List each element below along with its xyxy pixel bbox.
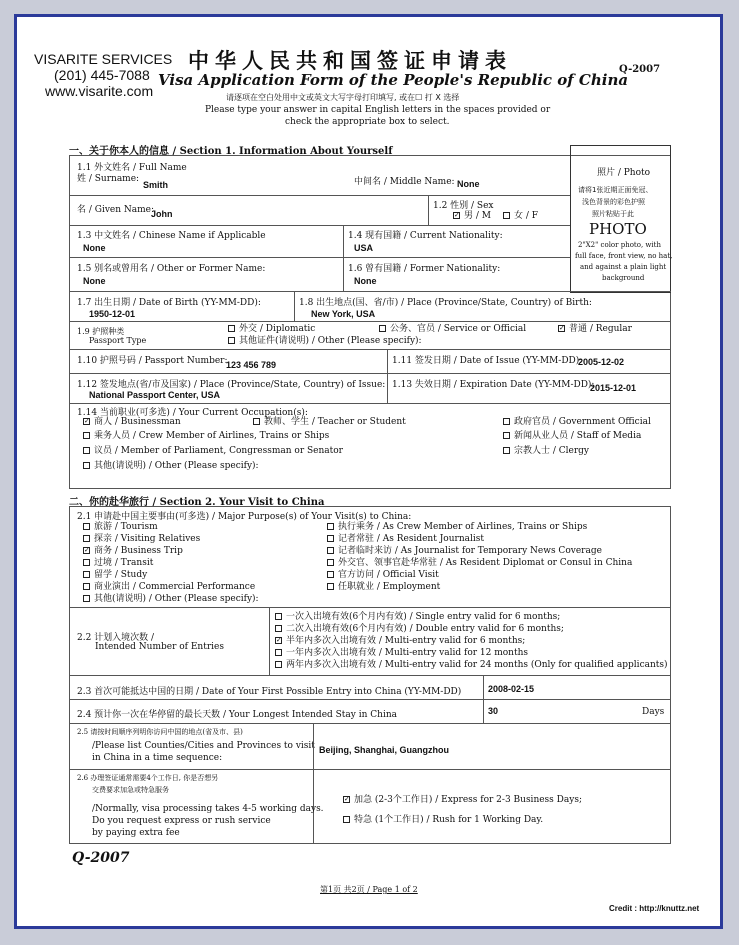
- processing-rush-label: 特急 (1个工作日) / Rush for 1 Working Day.: [354, 815, 544, 825]
- row-divider: [69, 291, 671, 292]
- occ-crew-label: 乘务人员 / Crew Member of Airlines, Trains or Ships: [94, 431, 330, 441]
- entry-multi12-label: 一年内多次入出境有效 / Multi-entry valid for 12 months: [286, 648, 529, 658]
- issue-place-label: 1.12 签发地点(省/市及国家) / Place (Province/State, Country) of Issue:: [77, 380, 386, 390]
- occ-gov-checkbox[interactable]: [503, 418, 510, 425]
- passport-type-label-cn: 1.9 护照种类: [77, 327, 125, 336]
- occ-teacher-label: 教师、学生 / Teacher or Student: [264, 417, 406, 427]
- sex-female-option[interactable]: [503, 211, 538, 222]
- row-divider: [69, 349, 671, 350]
- occ-clergy-label: 宗教人士 / Clergy: [514, 446, 589, 456]
- passport-number-value[interactable]: 123 456 789: [226, 360, 277, 370]
- occ-gov-label: 政府官员 / Government Official: [514, 417, 651, 427]
- purpose-transit-checkbox[interactable]: [83, 559, 90, 566]
- purpose-transit-label: 过境 / Transit: [94, 558, 154, 568]
- ptype-regular-label: 普通 / Regular: [569, 324, 632, 334]
- passport-number-label: 1.10 护照号码 / Passport Number:: [77, 356, 228, 366]
- purpose-business-option[interactable]: [83, 546, 183, 557]
- entry-multi24-checkbox[interactable]: [275, 661, 282, 668]
- stay-unit: Days: [642, 707, 665, 717]
- occ-media-checkbox[interactable]: [503, 432, 510, 439]
- row-divider: [69, 321, 671, 322]
- issue-date-label: 1.11 签发日期 / Date of Issue (YY-MM-DD):: [392, 356, 583, 366]
- instruction-cn: 请逐项在空白处用中文或英文大写字母打印填写, 或在☐ 打 X 选择: [226, 93, 460, 102]
- full-name-label: 1.1 外文姓名 / Full Name: [77, 163, 187, 173]
- row-divider: [69, 699, 671, 700]
- col-divider: [294, 291, 295, 321]
- row-divider: [69, 257, 570, 258]
- stay-label: 2.4 预计你一次在华停留的最长天数 / Your Longest Intended Stay in China: [77, 710, 397, 720]
- entry-single-checkbox[interactable]: [275, 613, 282, 620]
- photo-note-cn-1: 请将1张近期正面免冠、: [578, 186, 653, 194]
- sex-female-label: 女 / F: [514, 211, 538, 221]
- purpose-performance-checkbox[interactable]: [83, 583, 90, 590]
- purpose-other-label: 其他(请说明) / Other (Please specify):: [94, 594, 259, 604]
- entry-double-option[interactable]: [275, 624, 564, 635]
- purpose-study-option[interactable]: [83, 570, 147, 581]
- purpose-visit-label: 探亲 / Visiting Relatives: [94, 534, 201, 544]
- entry-date-label: 2.3 首次可能抵达中国的日期 / Date of Your First Possible Entry into China (YY-MM-DD): [77, 687, 462, 697]
- row-divider: [69, 607, 671, 608]
- photo-note-en-4: background: [602, 274, 645, 282]
- purpose-business-checkbox[interactable]: ✓: [84, 546, 90, 554]
- chinese-name-value[interactable]: None: [83, 243, 106, 253]
- entry-multi24-label: 两年内多次入出境有效 / Multi-entry valid for 24 months (Only for qualified applicants): [286, 660, 668, 670]
- cities-label-en-2: in China in a time sequence:: [92, 753, 223, 763]
- col-divider: [428, 195, 429, 225]
- purpose-tourism-checkbox[interactable]: [83, 523, 90, 530]
- processing-label-en-1: /Normally, visa processing takes 4-5 working days.: [92, 804, 324, 814]
- issue-place-value[interactable]: National Passport Center, USA: [89, 390, 221, 400]
- middle-name-value[interactable]: None: [457, 179, 480, 189]
- purpose-crew-checkbox[interactable]: [327, 523, 334, 530]
- chinese-name-label: 1.3 中文姓名 / Chinese Name if Applicable: [77, 231, 266, 241]
- entry-double-checkbox[interactable]: [275, 625, 282, 632]
- surname-value[interactable]: Smith: [143, 180, 169, 190]
- passport-type-label-en: Passport Type: [89, 336, 147, 345]
- photo-big-label: PHOTO: [589, 220, 647, 238]
- row-divider: [69, 373, 671, 374]
- other-name-label: 1.5 别名或曾用名 / Other or Former Name:: [77, 264, 266, 274]
- nationality-value[interactable]: USA: [354, 243, 374, 253]
- purpose-visit-checkbox[interactable]: [83, 535, 90, 542]
- form-title-en: Visa Application Form of the People's Republic of China: [158, 71, 629, 89]
- form-title-cn: 中华人民共和国签证申请表: [188, 49, 512, 73]
- nationality-label: 1.4 现有国籍 / Current Nationality:: [348, 231, 503, 241]
- former-nationality-label: 1.6 曾有国籍 / Former Nationality:: [348, 264, 501, 274]
- purpose-business-label: 商务 / Business Trip: [94, 546, 183, 556]
- occ-clergy-checkbox[interactable]: [503, 447, 510, 454]
- form-page: [14, 14, 723, 929]
- ptype-other-label: 其他证件(请说明) / Other (Please specify):: [239, 336, 422, 346]
- purpose-other-option[interactable]: [83, 594, 259, 605]
- sex-label: 1.2 性别 / Sex: [433, 201, 494, 211]
- processing-rush-checkbox[interactable]: [343, 816, 350, 823]
- row-divider: [69, 723, 671, 724]
- entry-multi12-checkbox[interactable]: [275, 649, 282, 656]
- processing-express-label: 加急 (2-3个工作日) / Express for 2-3 Business Days;: [354, 795, 582, 805]
- photo-label: 照片 / Photo: [597, 168, 651, 178]
- stay-value[interactable]: 30: [488, 706, 499, 716]
- occ-business-option[interactable]: [83, 417, 181, 428]
- col-divider: [269, 607, 270, 675]
- entry-single-label: 一次入出境有效(6个月内有效) / Single entry valid for 6 months;: [286, 612, 561, 622]
- row-divider: [69, 403, 671, 404]
- ptype-diplomatic-checkbox[interactable]: [228, 325, 235, 332]
- ptype-other-checkbox[interactable]: [228, 337, 235, 344]
- sex-male-label: 男 / M: [464, 211, 491, 221]
- photo-note-en-2: full face, front view, no hat,: [575, 252, 673, 260]
- purpose-crew-option[interactable]: [327, 522, 587, 533]
- photo-note-en-1: 2"X2" color photo, with: [578, 241, 661, 249]
- occ-other-label: 其他(请说明) / Other (Please specify):: [94, 461, 259, 471]
- occ-gov-option[interactable]: [503, 417, 651, 428]
- cities-value[interactable]: Beijing, Shanghai, Guangzhou: [319, 745, 449, 755]
- sex-male-checkbox[interactable]: ✓: [454, 211, 460, 219]
- section2-title: 二、你的赴华旅行 / Section 2. Your Visit to China: [69, 497, 325, 508]
- purpose-other-checkbox[interactable]: [83, 595, 90, 602]
- entry-date-value[interactable]: 2008-02-15: [488, 684, 535, 694]
- occ-crew-option[interactable]: [83, 431, 329, 442]
- photo-note-cn-3: 照片粘贴于此: [592, 210, 634, 218]
- ptype-other-option[interactable]: [228, 336, 422, 347]
- col-divider: [343, 225, 344, 291]
- former-nationality-value[interactable]: None: [354, 276, 377, 286]
- purpose-diplomat-option[interactable]: [327, 558, 632, 569]
- ptype-official-option[interactable]: [379, 324, 526, 335]
- purpose-official-checkbox[interactable]: [327, 571, 334, 578]
- entries-label-en: Intended Number of Entries: [95, 642, 224, 652]
- entry-single-option[interactable]: [275, 612, 560, 623]
- entry-multi6-option[interactable]: [275, 636, 525, 647]
- purpose-journalist-label: 记者常驻 / As Resident Journalist: [338, 534, 484, 544]
- occ-teacher-option[interactable]: [253, 417, 406, 428]
- pob-label: 1.8 出生地点(国、省/市) / Place (Province/State, Country) of Birth:: [299, 298, 592, 308]
- processing-label-en-2: Do you request express or rush service: [92, 816, 271, 826]
- ptype-official-checkbox[interactable]: [379, 325, 386, 332]
- purpose-performance-label: 商业演出 / Commercial Performance: [94, 582, 256, 592]
- photo-note-en-3: and against a plain light: [580, 263, 667, 271]
- purpose-diplomat-label: 外交官、领事官赴华常驻 / As Resident Diplomat or Consul in China: [338, 558, 633, 568]
- occ-parliament-option[interactable]: [83, 446, 343, 457]
- entry-multi12-option[interactable]: [275, 648, 528, 659]
- form-code: Q-2007: [619, 64, 661, 75]
- dob-label: 1.7 出生日期 / Date of Birth (YY-MM-DD):: [77, 298, 261, 308]
- occ-other-checkbox[interactable]: [83, 462, 90, 469]
- middle-name-label: 中间名 / Middle Name:: [354, 177, 455, 187]
- purpose-official-label: 官方访问 / Official Visit: [338, 570, 439, 580]
- occ-teacher-checkbox[interactable]: [253, 418, 260, 425]
- purpose-employment-label: 任职就业 / Employment: [338, 582, 441, 592]
- occupation-label: 1.14 当前职业(可多选) / Your Current Occupation(s):: [77, 408, 308, 418]
- given-name-value[interactable]: John: [151, 209, 173, 219]
- purpose-journalist-checkbox[interactable]: [327, 535, 334, 542]
- purpose-transit-option[interactable]: [83, 558, 153, 569]
- ptype-diplomatic-label: 外交 / Diplomatic: [239, 324, 316, 334]
- purpose-label: 2.1 申请赴中国主要事由(可多选) / Major Purpose(s) of Your Visit(s) to China:: [77, 512, 412, 522]
- row-divider: [69, 675, 671, 676]
- occ-parliament-label: 议员 / Member of Parliament, Congressman or Senator: [94, 446, 343, 456]
- processing-rush-option[interactable]: [343, 815, 543, 826]
- occ-clergy-option[interactable]: [503, 446, 589, 457]
- col-divider: [313, 723, 314, 844]
- entry-multi6-label: 半年内多次入出境有效 / Multi-entry valid for 6 months;: [286, 636, 526, 646]
- occ-parliament-checkbox[interactable]: [83, 447, 90, 454]
- purpose-study-checkbox[interactable]: [83, 571, 90, 578]
- purpose-tempjournalist-label: 记者临时来访 / As Journalist for Temporary News Coverage: [338, 546, 602, 556]
- entry-double-label: 二次入出境有效(6个月内有效) / Double entry valid for 6 months;: [286, 624, 564, 634]
- page-indicator: 第1页 共2页 / Page 1 of 2: [320, 885, 418, 894]
- entry-multi6-checkbox[interactable]: ✓: [276, 636, 282, 644]
- credit-text: Credit : http://knuttz.net: [609, 904, 700, 913]
- processing-express-option[interactable]: [343, 795, 582, 806]
- occ-crew-checkbox[interactable]: [83, 432, 90, 439]
- pob-value[interactable]: New York, USA: [311, 309, 376, 319]
- purpose-tempjournalist-option[interactable]: [327, 546, 602, 557]
- section1-title: 一、关于你本人的信息 / Section 1. Information About Yourself: [69, 146, 393, 157]
- ptype-regular-checkbox[interactable]: ✓: [559, 324, 565, 332]
- occ-media-label: 新闻从业人员 / Staff of Media: [514, 431, 642, 441]
- row-divider: [69, 225, 570, 226]
- purpose-diplomat-checkbox[interactable]: [327, 559, 334, 566]
- ptype-diplomatic-option[interactable]: [228, 324, 315, 335]
- occ-business-checkbox[interactable]: ✓: [84, 417, 90, 425]
- cities-label-cn: 2.5 请按时间顺序列明你访问中国的地点(省及市、县): [77, 728, 243, 736]
- row-divider: [69, 195, 570, 196]
- processing-express-checkbox[interactable]: ✓: [344, 795, 350, 803]
- entries-label-cn: 2.2 计划入境次数 /: [77, 633, 155, 643]
- cities-label-en-1: /Please list Counties/Cities and Provinces to visit: [92, 741, 315, 751]
- occ-media-option[interactable]: [503, 431, 641, 442]
- ptype-official-label: 公务、官员 / Service or Official: [390, 324, 527, 334]
- purpose-tempjournalist-checkbox[interactable]: [327, 547, 334, 554]
- purpose-study-label: 留学 / Study: [94, 570, 148, 580]
- agency-phone: (201) 445-7088: [54, 67, 150, 83]
- surname-label: 姓 / Surname:: [77, 174, 140, 184]
- processing-label-cn-1: 2.6 办理签证通常需要4个工作日, 你是否想另: [77, 774, 219, 782]
- footer-form-code: Q-2007: [72, 850, 130, 866]
- issue-date-value[interactable]: 2005-12-02: [578, 357, 625, 367]
- expiration-date-label: 1.13 失效日期 / Expiration Date (YY-MM-DD):: [392, 380, 595, 390]
- other-name-value[interactable]: None: [83, 276, 106, 286]
- purpose-tourism-label: 旅游 / Tourism: [94, 522, 158, 532]
- purpose-performance-option[interactable]: [83, 582, 255, 593]
- occ-other-option[interactable]: [83, 461, 259, 472]
- entry-multi24-option[interactable]: [275, 660, 668, 671]
- purpose-employment-option[interactable]: [327, 582, 440, 593]
- expiration-date-value[interactable]: 2015-12-01: [590, 383, 637, 393]
- purpose-official-option[interactable]: [327, 570, 439, 581]
- occ-business-label: 商人 / Businessman: [94, 417, 181, 427]
- ptype-regular-option[interactable]: [558, 324, 632, 335]
- sex-male-option[interactable]: [453, 211, 491, 222]
- agency-name: VISARITE SERVICES: [34, 51, 173, 67]
- purpose-tourism-option[interactable]: [83, 522, 158, 533]
- sex-female-checkbox[interactable]: [503, 212, 510, 219]
- purpose-journalist-option[interactable]: [327, 534, 484, 545]
- given-name-label: 名 / Given Name:: [77, 205, 155, 215]
- processing-label-cn-2: 交费要求加急或特急服务: [92, 786, 169, 794]
- purpose-crew-label: 执行乘务 / As Crew Member of Airlines, Trains or Ships: [338, 522, 588, 532]
- photo-note-cn-2: 浅色背景的彩色护照: [582, 198, 645, 206]
- purpose-visit-option[interactable]: [83, 534, 200, 545]
- dob-value[interactable]: 1950-12-01: [89, 309, 136, 319]
- row-divider: [69, 769, 671, 770]
- instruction-en-1: Please type your answer in capital English letters in the spaces provided or: [205, 105, 551, 115]
- processing-label-en-3: by paying extra fee: [92, 828, 180, 838]
- purpose-employment-checkbox[interactable]: [327, 583, 334, 590]
- agency-website[interactable]: www.visarite.com: [45, 83, 154, 99]
- instruction-en-2: check the appropriate box to select.: [285, 117, 450, 127]
- col-divider: [387, 349, 388, 403]
